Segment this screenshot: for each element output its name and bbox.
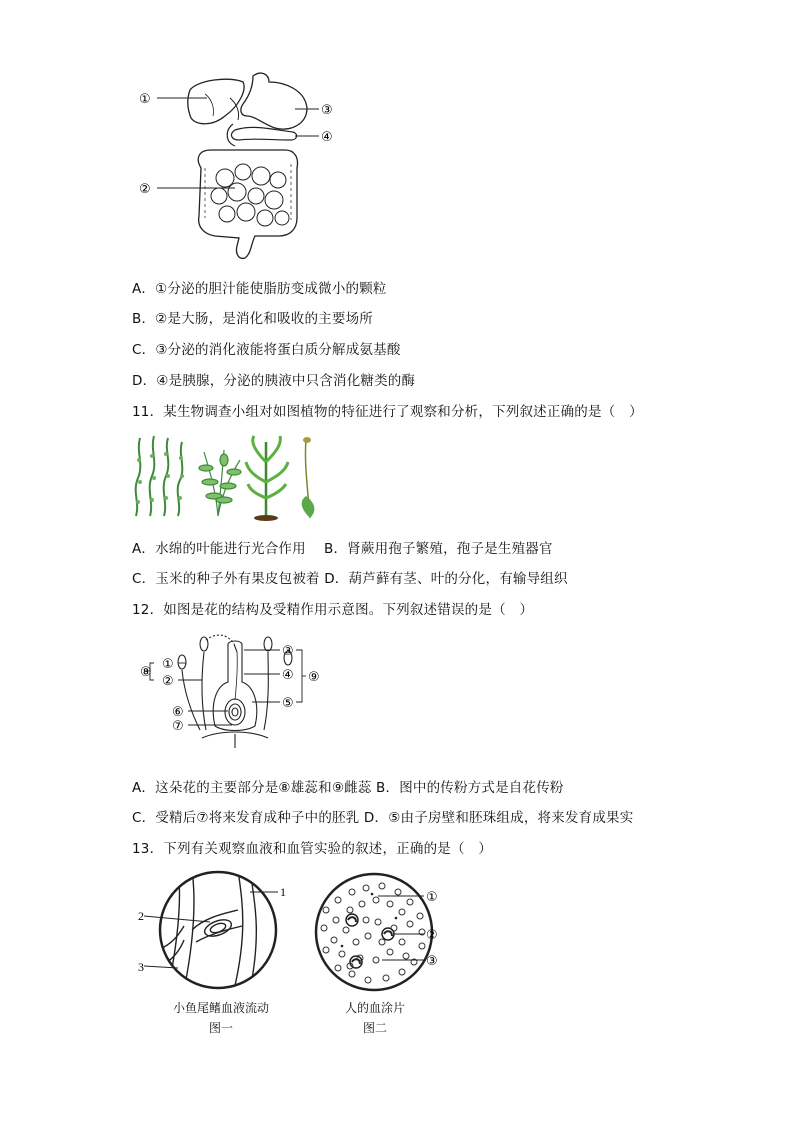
digestive-system-figure (135, 68, 345, 263)
q10-option-b[interactable]: B．②是大肠，是消化和吸收的主要场所 (132, 311, 373, 327)
fig-1-label-3: 3 (138, 960, 144, 974)
plants-figure (130, 432, 330, 522)
flower-label-2: ② (162, 674, 174, 689)
fig-2-label-2: ② (426, 928, 438, 943)
fig-1-label-1: 1 (280, 885, 286, 899)
flower-label-5: ⑤ (282, 696, 294, 711)
fig1-label-2: ② (139, 182, 151, 197)
fig-2-label-1: ① (426, 890, 438, 905)
fig1-label-1: ① (139, 92, 151, 107)
flower-label-6: ⑥ (172, 705, 184, 720)
fig1-label-4: ④ (321, 130, 333, 145)
fig-2-name: 图二 (362, 1021, 387, 1035)
fig-2-label-3: ③ (426, 954, 438, 969)
flower-label-1: ① (162, 657, 174, 672)
q10-option-c[interactable]: C．③分泌的消化液能将蛋白质分解成氨基酸 (132, 342, 401, 358)
flower-label-4: ④ (282, 668, 294, 683)
flower-label-3: ③ (282, 644, 294, 659)
q13-stem: 13．下列有关观察血液和血管实验的叙述，正确的是（ ） (132, 841, 493, 857)
q11-stem: 11．某生物调查小组对如图植物的特征进行了观察和分析，下列叙述正确的是（ ） (132, 404, 643, 420)
q12-options-ab[interactable]: A．这朵花的主要部分是⑧雄蕊和⑨雌蕊 B．图中的传粉方式是自花传粉 (132, 780, 564, 796)
fig-1-label-2: 2 (138, 909, 144, 923)
q12-stem: 12．如图是花的结构及受精作用示意图。下列叙述错误的是（ ） (132, 602, 534, 618)
blood-smear-figure (306, 870, 446, 1000)
flower-label-9: ⑨ (308, 670, 320, 685)
fish-tail-blood-flow-figure (138, 870, 298, 1000)
fig-1-caption: 小鱼尾鳍血液流动 (172, 1001, 269, 1015)
fig1-label-3: ③ (321, 103, 333, 118)
flower-label-8: ⑧ (140, 665, 152, 680)
flower-structure-figure (140, 630, 330, 750)
q10-option-d[interactable]: D．④是胰腺，分泌的胰液中只含消化糖类的酶 (132, 373, 416, 389)
fig-2-caption: 人的血涂片 (344, 1001, 405, 1015)
flower-label-7: ⑦ (172, 719, 184, 734)
fig-1-name: 图一 (208, 1021, 233, 1035)
q12-options-cd[interactable]: C．受精后⑦将来发育成种子中的胚乳 D．⑤由子房壁和胚珠组成，将来发育成果实 (132, 810, 634, 826)
q11-options-cd[interactable]: C．玉米的种子外有果皮包被着 D．葫芦藓有茎、叶的分化，有输导组织 (132, 571, 568, 587)
q10-option-a[interactable]: A．①分泌的胆汁能使脂肪变成微小的颗粒 (132, 281, 387, 297)
q11-options-ab[interactable]: A．水绵的叶能进行光合作用 B．肾蕨用孢子繁殖，孢子是生殖器官 (132, 541, 553, 557)
